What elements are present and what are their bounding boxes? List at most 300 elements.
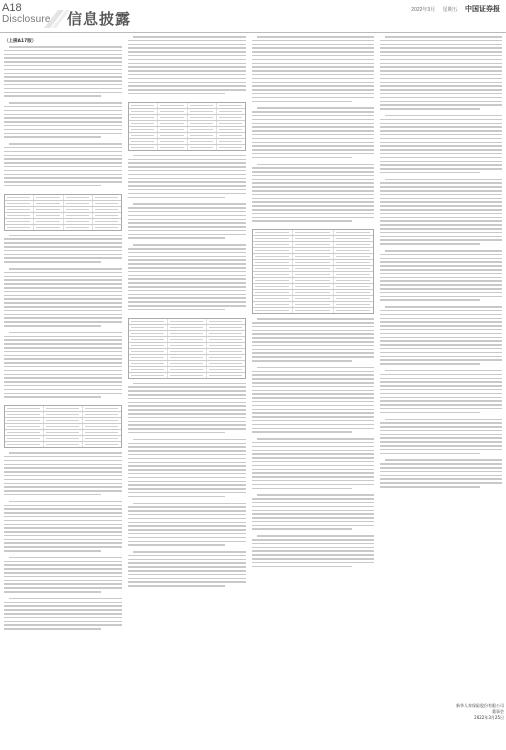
text-line [128, 286, 246, 288]
text-line [380, 400, 502, 402]
text-line [4, 583, 122, 585]
text-line [133, 36, 246, 38]
text-line [380, 145, 502, 147]
text-line [380, 381, 502, 383]
text-line [4, 613, 122, 615]
text-line [4, 475, 122, 477]
text-line [252, 374, 374, 376]
text-line [380, 78, 502, 80]
text-line [252, 59, 374, 61]
table [4, 194, 122, 231]
text-line [133, 244, 246, 246]
text-line [380, 190, 502, 192]
text-line [252, 209, 374, 211]
text-line [128, 529, 246, 531]
text-line [128, 585, 225, 587]
text-line [380, 321, 502, 323]
text-line [252, 157, 352, 159]
text-line [4, 242, 122, 244]
text-line [128, 162, 246, 164]
text-line [128, 537, 246, 539]
text-line [4, 321, 122, 323]
text-line [4, 339, 122, 341]
text-line [252, 513, 374, 515]
text-line [128, 70, 246, 72]
text-line [128, 159, 246, 161]
text-line [4, 73, 122, 75]
text-line [380, 40, 502, 42]
text-line [4, 389, 122, 391]
text-line [128, 178, 246, 180]
text-line [128, 533, 246, 535]
text-line [380, 85, 502, 87]
text-line [128, 282, 246, 284]
text-line [128, 55, 246, 57]
text-line [4, 508, 122, 510]
text-line [128, 278, 246, 280]
text-line [380, 123, 502, 125]
text-line [252, 130, 374, 132]
text-line [380, 119, 502, 121]
text-line [380, 232, 502, 234]
text-line [128, 66, 246, 68]
text-line [128, 578, 246, 580]
text-line [252, 322, 374, 324]
text-line [4, 136, 101, 138]
text-line [380, 220, 502, 222]
header-rule [0, 32, 506, 33]
text-line [4, 174, 122, 176]
text-line [380, 153, 502, 155]
text-line [380, 265, 502, 267]
text-line [4, 550, 101, 552]
text-line [4, 624, 122, 626]
text-line [4, 467, 122, 469]
text-line [380, 164, 502, 166]
text-line [4, 628, 101, 630]
table-row [253, 308, 373, 313]
text-line [128, 541, 246, 543]
text-line [380, 314, 502, 316]
text-line [128, 297, 246, 299]
text-line [380, 273, 502, 275]
text-line [4, 393, 122, 395]
text-line [252, 378, 374, 380]
text-line [4, 568, 122, 570]
text-line [252, 562, 374, 564]
text-line [380, 205, 502, 207]
text-line [252, 453, 374, 455]
text-line [4, 114, 122, 116]
text-line [128, 518, 246, 520]
text-line [133, 383, 246, 385]
text-line [252, 330, 374, 332]
text-line [128, 405, 246, 407]
column-1 [4, 36, 122, 736]
text-line [380, 134, 502, 136]
section-name: Disclosure [2, 14, 51, 25]
text-line [4, 520, 122, 522]
text-line [380, 385, 502, 387]
text-line [4, 370, 122, 372]
text-line [380, 224, 502, 226]
text-line [380, 44, 502, 46]
text-line [380, 182, 502, 184]
text-line [4, 527, 122, 529]
text-line [380, 82, 502, 84]
text-line [252, 393, 374, 395]
text-line [380, 186, 502, 188]
text-line [128, 450, 246, 452]
text-line [4, 561, 122, 563]
text-line [252, 476, 374, 478]
text-line [128, 226, 246, 228]
text-line [380, 104, 502, 106]
text-line [252, 428, 374, 430]
text-line [252, 82, 374, 84]
text-line [4, 80, 122, 82]
text-line [385, 419, 502, 421]
text-line [128, 294, 246, 296]
text-line [380, 97, 502, 99]
text-line [380, 359, 502, 361]
text-line [380, 63, 502, 65]
text-line [380, 422, 502, 424]
text-line [4, 572, 122, 574]
text-line [252, 40, 374, 42]
text-line [252, 66, 374, 68]
text-line [257, 164, 374, 166]
column-3-body [252, 36, 374, 572]
text-line [252, 179, 374, 181]
text-line [252, 356, 374, 358]
text-line [128, 443, 246, 445]
text-line [252, 138, 374, 140]
text-line [128, 51, 246, 53]
text-line [252, 97, 374, 99]
text-line [252, 480, 374, 482]
text-line [4, 61, 122, 63]
text-line [128, 424, 246, 426]
text-line [128, 555, 246, 557]
text-line [128, 82, 246, 84]
text-line [252, 517, 374, 519]
text-line [128, 215, 246, 217]
text-line [380, 269, 502, 271]
text-line [252, 469, 374, 471]
text-line [4, 181, 122, 183]
text-line [252, 142, 374, 144]
text-line [380, 55, 502, 57]
text-line [380, 142, 502, 144]
text-line [4, 490, 122, 492]
text-line [9, 452, 122, 454]
table [128, 318, 246, 379]
text-line [380, 404, 502, 406]
text-line [128, 78, 246, 80]
text-line [4, 50, 122, 52]
text-line [252, 405, 374, 407]
text-line [4, 129, 122, 131]
text-line [128, 581, 246, 583]
table [128, 102, 246, 151]
text-line [380, 344, 502, 346]
text-line [252, 502, 374, 504]
text-line [9, 598, 122, 600]
text-line [380, 310, 502, 312]
text-line [128, 462, 246, 464]
text-line [380, 352, 502, 354]
text-line [128, 230, 246, 232]
text-line [4, 381, 122, 383]
text-line [380, 138, 502, 140]
header-meta [405, 4, 500, 14]
text-line [252, 349, 374, 351]
text-line [380, 74, 502, 76]
text-line [4, 121, 122, 123]
text-line [257, 36, 374, 38]
text-line [385, 250, 502, 252]
text-line [380, 430, 502, 432]
text-line [380, 408, 502, 410]
text-line [128, 189, 246, 191]
text-line [252, 465, 374, 467]
text-line [128, 496, 225, 498]
text-line [128, 570, 246, 572]
text-line [252, 566, 352, 568]
text-line [4, 57, 122, 59]
text-line [4, 483, 122, 485]
text-line [252, 397, 374, 399]
text-line [252, 360, 352, 362]
text-line [4, 95, 101, 97]
text-line [252, 341, 374, 343]
text-line [380, 126, 502, 128]
text-line [128, 259, 246, 261]
text-line [4, 76, 122, 78]
text-line [380, 157, 502, 159]
text-line [4, 602, 122, 604]
text-line [128, 237, 225, 239]
text-line [9, 102, 122, 104]
text-line [128, 85, 246, 87]
text-line [128, 252, 246, 254]
text-line [380, 482, 502, 484]
text-line [128, 432, 225, 434]
text-line [252, 126, 374, 128]
text-line [252, 51, 374, 53]
text-line [257, 318, 374, 320]
text-line [252, 70, 374, 72]
text-line [128, 197, 225, 199]
text-line [128, 417, 246, 419]
text-line [252, 371, 374, 373]
text-line [380, 59, 502, 61]
issue-date: 2022年3月 [411, 7, 436, 13]
text-line [380, 296, 502, 298]
text-line [4, 155, 122, 157]
text-line [128, 481, 246, 483]
text-line [133, 551, 246, 553]
text-line [385, 459, 502, 461]
text-line [4, 291, 122, 293]
text-line [128, 47, 246, 49]
text-line [252, 450, 374, 452]
text-line [4, 162, 122, 164]
text-line [252, 412, 374, 414]
text-line [252, 171, 374, 173]
text-line [128, 409, 246, 411]
text-line [252, 442, 374, 444]
text-line [4, 486, 122, 488]
text-line [4, 302, 122, 304]
text-line [128, 207, 246, 209]
text-line [4, 125, 122, 127]
text-line [380, 486, 480, 488]
text-line [4, 524, 122, 526]
text-line [4, 151, 122, 153]
text-line [4, 238, 122, 240]
text-line [252, 431, 352, 433]
text-line [4, 272, 122, 274]
text-line [4, 546, 122, 548]
text-line [252, 333, 374, 335]
text-line [4, 257, 122, 259]
text-line [128, 469, 246, 471]
text-line [128, 465, 246, 467]
text-line [128, 428, 246, 430]
text-line [133, 503, 246, 505]
text-line [380, 130, 502, 132]
text-line [128, 398, 246, 400]
table-row [5, 225, 121, 230]
text-line [380, 445, 502, 447]
column-4 [380, 36, 502, 736]
text-line [380, 426, 502, 428]
text-line [4, 110, 122, 112]
text-line [4, 542, 122, 544]
text-line [252, 352, 374, 354]
text-line [128, 402, 246, 404]
text-line [128, 275, 246, 277]
text-line [252, 44, 374, 46]
text-line [380, 475, 502, 477]
text-line [252, 506, 374, 508]
text-line [257, 535, 374, 537]
text-line [128, 421, 246, 423]
text-line [128, 44, 246, 46]
text-line [252, 85, 374, 87]
text-line [4, 505, 122, 507]
text-line [4, 254, 122, 256]
text-line [252, 119, 374, 121]
text-line [4, 54, 122, 56]
text-line [252, 47, 374, 49]
text-line [252, 217, 374, 219]
text-line [128, 413, 246, 415]
text-line [380, 254, 502, 256]
text-line [380, 363, 480, 365]
text-line [380, 393, 502, 395]
text-line [9, 268, 122, 270]
text-line [385, 306, 502, 308]
column-1-heading: （上接A17版） [4, 39, 37, 44]
text-line [9, 143, 122, 145]
text-line [4, 580, 122, 582]
text-line [380, 337, 502, 339]
text-line [128, 522, 246, 524]
text-line [128, 211, 246, 213]
text-line [380, 198, 502, 200]
text-line [380, 356, 502, 358]
text-line [252, 115, 374, 117]
text-line [4, 69, 122, 71]
text-line [4, 84, 122, 86]
text-line [257, 107, 374, 109]
text-line [128, 63, 246, 65]
text-line [128, 59, 246, 61]
text-line [380, 277, 502, 279]
text-line [128, 185, 246, 187]
text-line [252, 498, 374, 500]
text-line [252, 111, 374, 113]
signature-board: 董事会 [492, 709, 504, 714]
text-line [252, 382, 374, 384]
text-line [4, 88, 122, 90]
text-line [380, 389, 502, 391]
text-line [4, 279, 122, 281]
text-line [252, 543, 374, 545]
signature-block [386, 703, 504, 721]
text-line [380, 299, 480, 301]
text-line [380, 280, 502, 282]
text-line [4, 516, 122, 518]
text-line [380, 228, 502, 230]
text-line [380, 213, 502, 215]
text-line [252, 55, 374, 57]
text-line [380, 453, 480, 455]
signature-date: 2022年3月25日 [474, 715, 504, 720]
text-line [128, 562, 246, 564]
text-line [252, 220, 352, 222]
text-line [128, 74, 246, 76]
table-row [5, 442, 121, 447]
text-line [252, 539, 374, 541]
text-line [252, 390, 374, 392]
text-line [128, 256, 246, 258]
text-line [4, 92, 122, 94]
text-line [4, 358, 122, 360]
text-line [4, 317, 122, 319]
text-line [380, 397, 502, 399]
text-line [4, 587, 122, 589]
text-line [4, 621, 122, 623]
weekday: 星期五 [442, 7, 458, 13]
text-line [380, 51, 502, 53]
text-line [252, 521, 374, 523]
text-line [380, 378, 502, 380]
text-line [4, 377, 122, 379]
text-line [252, 554, 374, 556]
text-line [4, 351, 122, 353]
text-line [257, 438, 374, 440]
text-line [128, 458, 246, 460]
page-title: 信息披露 [67, 10, 132, 28]
text-line [4, 374, 122, 376]
table [252, 229, 374, 314]
text-line [4, 276, 122, 278]
text-line [252, 101, 352, 103]
